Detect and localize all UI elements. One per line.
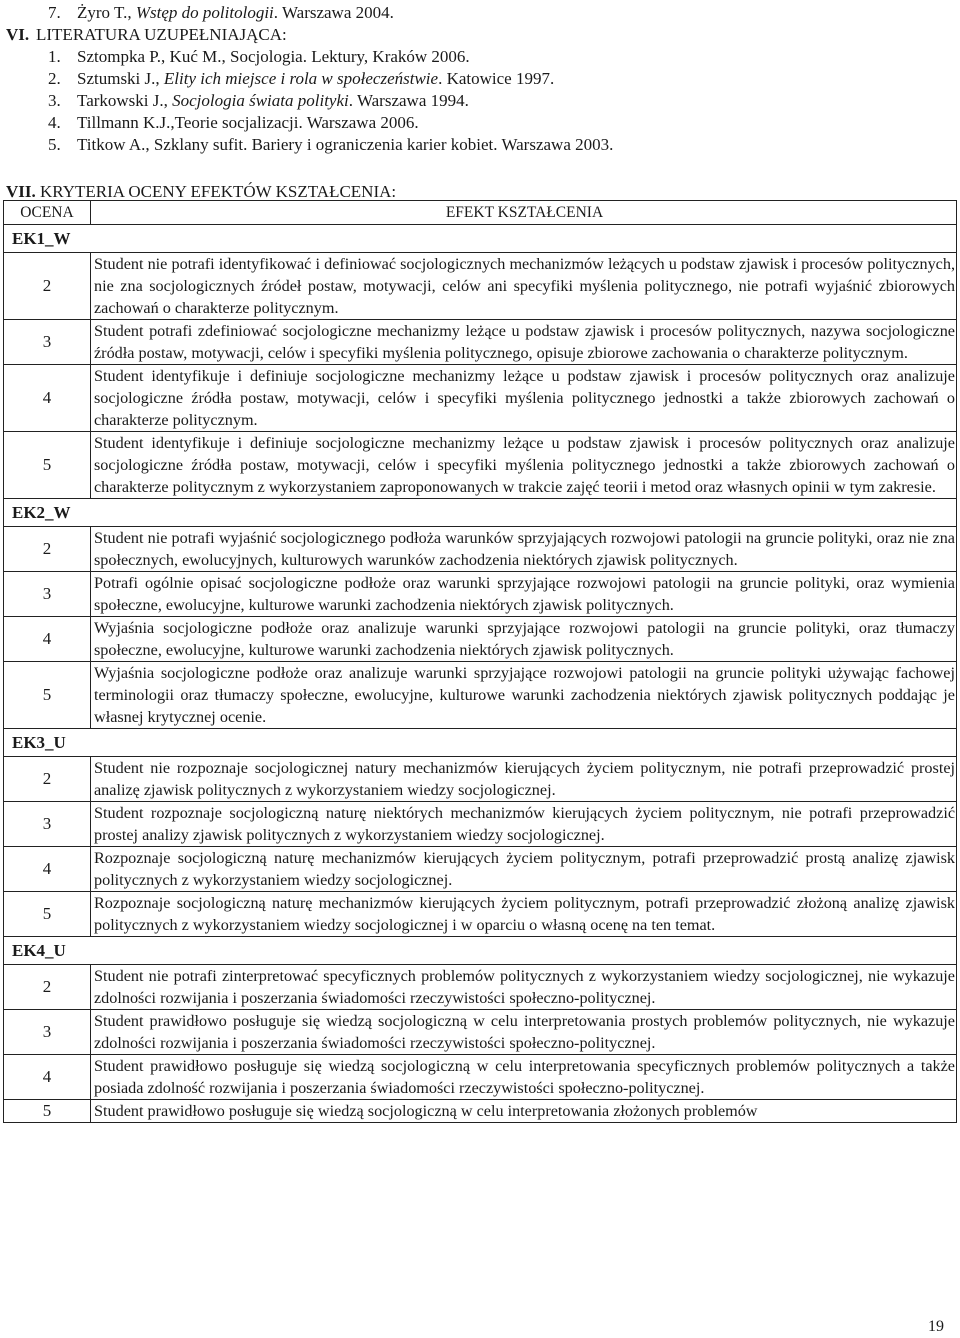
effect-description-cell: Student identyfikuje i definiuje socjologiczne mechanizmy leżące u podstaw zjawisk i procesów politycznych oraz analizuje socjologiczne źródła postaw, motywacji, celów i specyfiki myślenia politycznego jednostki a także zbiorowych zachowań o charakterze politycznym.	[91, 365, 957, 432]
table-row	[4, 572, 957, 617]
effect-description-cell: Student prawidłowo posługuje się wiedzą socjologiczną w celu interpretowania prostych problemów politycznych, nie wykazuje zdolności rozwijania i poszerzania świadomości rzeczywistości społeczno-politycznej.	[91, 1010, 957, 1055]
table-row	[4, 847, 957, 892]
grade-cell: 3	[4, 320, 91, 365]
table-row	[4, 617, 957, 662]
grade-cell: 4	[4, 847, 91, 892]
table-row	[4, 892, 957, 937]
table-row	[4, 365, 957, 432]
effect-group-spacer	[91, 499, 957, 527]
effect-description-cell: Student rozpoznaje socjologiczną naturę niektórych mechanizmów kierujących życiem politycznym, nie potrafi przeprowadzić prostej analizy zjawisk politycznych z wykorzystaniem wiedzy socjologicznej.	[91, 802, 957, 847]
grade-cell: 3	[4, 572, 91, 617]
effect-description-cell: Wyjaśnia socjologiczne podłoże oraz analizuje warunki sprzyjające rozwojowi patologii na gruncie polityki, oraz tłumaczy społeczne, ewolucyjne, kulturowe warunki zachodzenia niektórych zjawisk politycznych.	[91, 617, 957, 662]
author: Sztumski J.,	[77, 69, 164, 88]
effect-description-cell: Student nie rozpoznaje socjologicznej natury mechanizmów kierujących życiem politycznym, nie potrafi przeprowadzić prostej analizę zjawisk politycznych z wykorzystaniem wiedzy socjologicznej.	[91, 757, 957, 802]
table-row	[4, 320, 957, 365]
column-header-grade: OCENA	[4, 201, 91, 225]
column-header-effect: EFEKT KSZTAŁCENIA	[91, 201, 957, 225]
book-title: Socjologia świata polityki	[172, 91, 349, 110]
item-number: 3.	[48, 91, 61, 110]
section-number: VI.	[6, 25, 30, 44]
effect-description-cell: Rozpoznaje socjologiczną naturę mechanizmów kierujących życiem politycznym, potrafi przeprowadzić złożoną analizę zjawisk politycznych z wykorzystaniem wiedzy socjologicznej i w oparciu o własną ocenę na ten temat.	[91, 892, 957, 937]
table-row	[4, 1055, 957, 1100]
table-row	[4, 1010, 957, 1055]
effect-description-cell: Student prawidłowo posługuje się wiedzą socjologiczną w celu interpretowania złożonych problemów	[91, 1100, 957, 1123]
effect-group-spacer	[91, 729, 957, 757]
table-row	[4, 432, 957, 499]
table-row	[4, 1100, 957, 1123]
publication: . Warszawa 2004.	[273, 3, 394, 22]
effect-description-cell: Rozpoznaje socjologiczną naturę mechanizmów kierujących życiem politycznym, potrafi przeprowadzić prostą analizę zjawisk politycznych z wykorzystaniem wiedzy socjologicznej.	[91, 847, 957, 892]
table-header-row	[4, 201, 957, 225]
effect-group-row	[4, 499, 957, 527]
table-row	[4, 965, 957, 1010]
grade-cell: 2	[4, 757, 91, 802]
item-number: 2.	[48, 69, 61, 88]
effect-group-label: EK4_U	[4, 937, 91, 965]
effect-description-cell: Potrafi ogólnie opisać socjologiczne podłoże oraz warunki sprzyjające rozwojowi patologii na gruncie polityki, oraz wymienia społeczne, ewolucyjne, kulturowe warunki zachodzenia niektórych zjawisk politycznych.	[91, 572, 957, 617]
page-number: 19	[928, 1318, 944, 1335]
effect-group-row	[4, 225, 957, 253]
table-row	[4, 662, 957, 729]
grade-cell: 3	[4, 1010, 91, 1055]
effect-group-label: EK1_W	[4, 225, 91, 253]
effect-description-cell: Student nie potrafi wyjaśnić socjologicznego podłoża warunków sprzyjających rozwojowi patologii na gruncie polityki, oraz nie zna społecznych, ewolucyjnych, kulturowych warunków zachodzenia niektórych zjawisk politycznych.	[91, 527, 957, 572]
item-number: 1.	[48, 47, 61, 66]
effect-group-spacer	[91, 937, 957, 965]
effect-description-cell: Wyjaśnia socjologiczne podłoże oraz analizuje warunki sprzyjające rozwojowi patologii na gruncie polityki używając fachowej terminologii oraz tłumaczy społeczne, ewolucyjne, kulturowe warunki zachodzenia niektórych zjawisk politycznych poddając je własnej krytycznej ocenie.	[91, 662, 957, 729]
criteria-table	[3, 200, 957, 1123]
effect-description-cell: Student nie potrafi zinterpretować specyficznych problemów politycznych z wykorzystaniem wiedzy socjologicznej, nie wykazuje zdolności rozwijania i poszerzania świadomości rzeczywistości społeczno-politycznej.	[91, 965, 957, 1010]
table-row	[4, 757, 957, 802]
grade-cell: 2	[4, 527, 91, 572]
grade-cell: 4	[4, 617, 91, 662]
item-text: Titkow A., Szklany sufit. Bariery i ograniczenia karier kobiet. Warszawa 2003.	[77, 135, 614, 154]
grade-cell: 5	[4, 1100, 91, 1123]
grade-cell: 4	[4, 1055, 91, 1100]
grade-cell: 4	[4, 365, 91, 432]
grade-cell: 2	[4, 965, 91, 1010]
item-text: Tillmann K.J.,Teorie socjalizacji. Warszawa 2006.	[77, 113, 419, 132]
effect-group-spacer	[91, 225, 957, 253]
table-row	[4, 527, 957, 572]
grade-cell: 5	[4, 662, 91, 729]
section-title: KRYTERIA OCENY EFEKTÓW KSZTAŁCENIA:	[40, 182, 397, 201]
effect-description-cell: Student nie potrafi identyfikować i definiować socjologicznych mechanizmów leżących u podstaw zjawisk i procesów politycznych, nie zna socjologicznych źródeł postaw, motywacji, celów ani specyfiki myślenia politycznego, nie potrafi wyjaśnić zbiorowych zachowań o charakterze politycznym.	[91, 253, 957, 320]
effect-description-cell: Student prawidłowo posługuje się wiedzą socjologiczną w celu interpretowania specyficznych problemów politycznych a także posiada zdolność rozwijania i poszerzania świadomości rzeczywistości społeczno-politycznej.	[91, 1055, 957, 1100]
grade-cell: 3	[4, 802, 91, 847]
author: Tarkowski J.,	[77, 91, 173, 110]
publication: . Katowice 1997.	[438, 69, 555, 88]
item-text: Sztompka P., Kuć M., Socjologia. Lektury, Kraków 2006.	[77, 47, 470, 66]
book-title: Wstęp do politologii	[135, 3, 274, 22]
item-number: 5.	[48, 135, 61, 154]
grade-cell: 5	[4, 432, 91, 499]
effect-group-label: EK2_W	[4, 499, 91, 527]
criteria-table-body	[4, 201, 957, 1123]
effect-group-row	[4, 937, 957, 965]
grade-cell: 5	[4, 892, 91, 937]
effect-group-row	[4, 729, 957, 757]
effect-group-label: EK3_U	[4, 729, 91, 757]
author: Żyro T.,	[77, 3, 136, 22]
book-title: Elity ich miejsce i rola w społeczeństwie	[163, 69, 439, 88]
section-title: LITERATURA UZUPEŁNIAJĄCA:	[36, 25, 287, 44]
item-number: 7.	[48, 3, 61, 22]
publication: . Warszawa 1994.	[348, 91, 469, 110]
section-number: VII.	[6, 182, 36, 201]
grade-cell: 2	[4, 253, 91, 320]
table-row	[4, 802, 957, 847]
table-row	[4, 253, 957, 320]
effect-description-cell: Student potrafi zdefiniować socjologiczne mechanizmy leżące u podstaw zjawisk i procesów politycznych, nazywa socjologiczne źródła postaw, motywacji, celów i specyfiki myślenia politycznego, opisuje zbiorowe zachowania o charakterze politycznym.	[91, 320, 957, 365]
item-number: 4.	[48, 113, 61, 132]
effect-description-cell: Student identyfikuje i definiuje socjologiczne mechanizmy leżące u podstaw zjawisk i procesów politycznych oraz analizuje socjologiczne źródła postaw, motywacji, celów i specyfiki myślenia politycznego jednostki a także zbiorowych zachowań o charakterze politycznym z wykorzystaniem zaproponowanych w trakcie zajęć teorii i metod oraz własnych opinii w tym zakresie.	[91, 432, 957, 499]
